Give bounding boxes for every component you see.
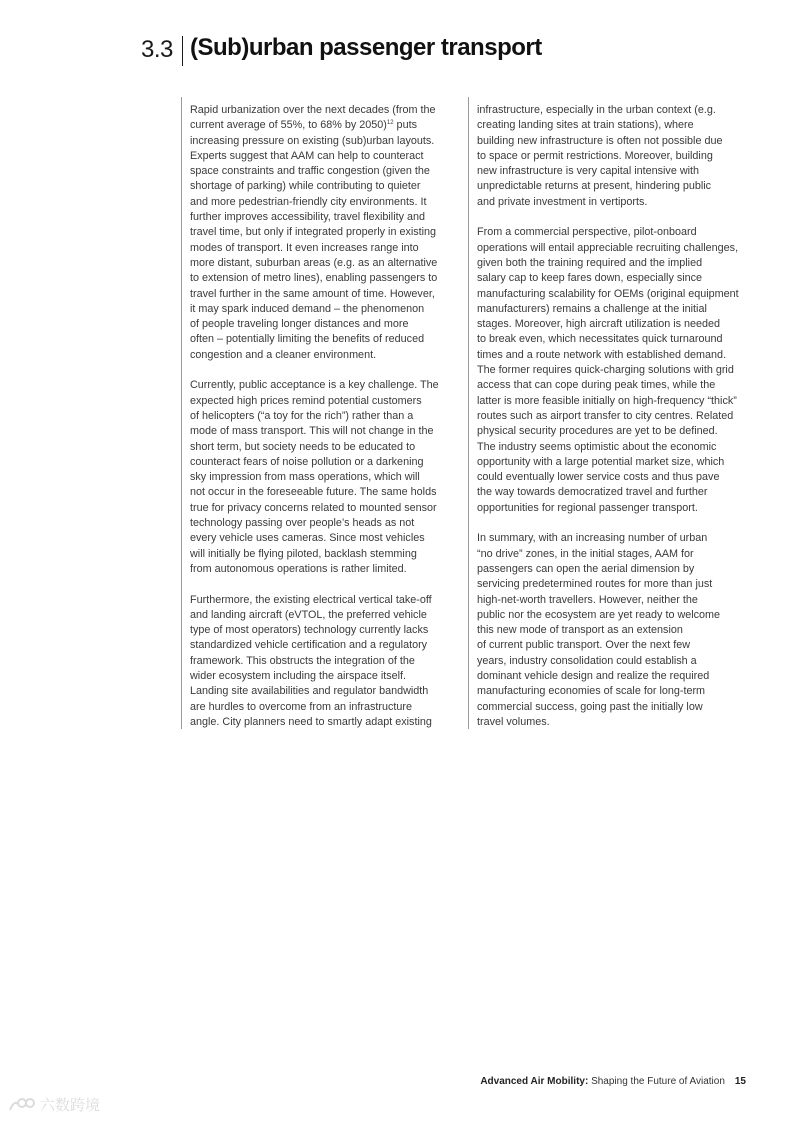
text-line: manufacturing scalability for OEMs (original equipment	[477, 287, 739, 300]
left-column-rule	[181, 97, 182, 729]
page-title: (Sub)urban passenger transport	[190, 34, 542, 61]
text-line: space constraints and traffic congestion (given the	[190, 165, 430, 178]
paragraph-summary	[477, 531, 747, 730]
text-line: further improves accessibility, travel flexibility and	[190, 211, 426, 224]
text-line: of helicopters (“a toy for the rich”) rather than a	[190, 409, 414, 422]
watermark	[8, 1094, 100, 1115]
text-line: sky impression from mass operations, which will	[190, 471, 420, 484]
page-footer	[480, 1076, 746, 1087]
text-line: manufacturers) remains a challenge at the initial	[477, 302, 707, 315]
text-line: Furthermore, the existing electrical vertical take-off	[190, 593, 432, 606]
text-line: times and a route network with established demand.	[477, 348, 727, 361]
text-line: opportunities for regional passenger transport.	[477, 501, 698, 514]
left-column	[190, 103, 462, 745]
text-line: latter is more feasible initially on high-frequency “thick”	[477, 394, 737, 407]
text-line: Landing site availabilities and regulator bandwidth	[190, 685, 429, 698]
text-line: true for privacy concerns related to mounted sensor	[190, 501, 437, 514]
text-line: type of most operators) technology currently lacks	[190, 624, 429, 637]
text-line: operations will entail appreciable recruiting challenges,	[477, 241, 739, 254]
text-line: shortage of parking) while contributing to quieter	[190, 180, 421, 193]
text-line: and private investment in vertiports.	[477, 195, 648, 208]
text-line: short term, but society needs to be educated to	[190, 440, 416, 453]
text-line: to break even, which necessitates quick turnaround	[477, 333, 723, 346]
text-line: building new infrastructure is often not possible due	[477, 134, 723, 147]
page-number: 15	[734, 1076, 746, 1087]
text-line: to space or permit restrictions. Moreover, building	[477, 149, 713, 162]
text-line: high-net-worth travellers. However, neither the	[477, 593, 698, 606]
text-line: not occur in the foreseeable future. The same holds	[190, 486, 437, 499]
text-line: this new mode of transport as an extension	[477, 624, 683, 637]
text-line: public nor the ecosystem are yet ready to welcome	[477, 608, 721, 621]
text-line: modes of transport. It even increases range into	[190, 241, 419, 254]
text-line: routes such as airport transfer to city centres. Related	[477, 409, 734, 422]
text-line: counteract fears of noise pollution or a darkening	[190, 455, 424, 468]
text-line: and more pedestrian-friendly city environments. It	[190, 195, 427, 208]
text-line: The industry seems optimistic about the economic	[477, 440, 717, 453]
text-line: from autonomous operations is rather limited.	[190, 562, 407, 575]
text-line: are hurdles to overcome from an infrastructure	[190, 700, 413, 713]
text-line: expected high prices remind potential customers	[190, 394, 422, 407]
paragraph-urbanization	[190, 103, 462, 363]
text-line: technology passing over people’s heads as not	[190, 517, 415, 530]
text-line: framework. This obstructs the integration of the	[190, 654, 415, 667]
footer-subtitle: Shaping the Future of Aviation	[588, 1076, 725, 1087]
paragraph-infrastructure	[477, 103, 747, 210]
text-line: the way towards democratized travel and further	[477, 486, 708, 499]
text-line: dominant vehicle design and realize the required	[477, 669, 710, 682]
footer-publication: Advanced Air Mobility:	[480, 1076, 589, 1087]
text-line: given both the training required and the implied	[477, 256, 703, 269]
text-line: new infrastructure is very capital intensive with	[477, 165, 700, 178]
text-line: manufacturing economies of scale for long-term	[477, 685, 706, 698]
watermark-text: 六数跨境	[40, 1096, 101, 1114]
text-line: “no drive” zones, in the initial stages, AAM for	[477, 547, 694, 560]
text-line: creating landing sites at train stations), where	[477, 119, 694, 132]
text-line: travel volumes.	[477, 715, 550, 728]
text-line: infrastructure, especially in the urban context (e.g.	[477, 104, 716, 116]
text-fragment: current average of 55%, to 68% by 2050)	[190, 119, 387, 132]
paragraph-evtol-regulation	[190, 593, 462, 731]
right-column-rule	[468, 97, 469, 729]
header-divider	[182, 36, 183, 66]
text-line: increasing pressure on existing (sub)urban layouts.	[190, 134, 435, 147]
text-line: angle. City planners need to smartly adapt existing	[190, 715, 432, 728]
text-line: access that can cope during peak times, while the	[477, 379, 716, 392]
text-line: stages. Moreover, high aircraft utilization is needed	[477, 318, 721, 331]
text-line: will initially be flying piloted, backlash stemming	[190, 547, 417, 560]
text-line: In summary, with an increasing number of urban	[477, 532, 708, 545]
text-line: travel further in the same amount of time. However,	[190, 287, 435, 300]
text-line: physical security procedures are yet to be defined.	[477, 425, 718, 438]
text-line: servicing predetermined routes for more than just	[477, 578, 713, 591]
text-line: opportunity with a large potential market size, which	[477, 455, 725, 468]
text-line: years, industry consolidation could establish a	[477, 654, 697, 667]
section-number: 3.3	[141, 36, 173, 63]
text-line: From a commercial perspective, pilot-onboard	[477, 226, 697, 239]
text-line: unpredictable returns at present, hindering public	[477, 180, 712, 193]
text-line: The former requires quick-charging solutions with grid	[477, 364, 734, 377]
text-line: it may spark induced demand – the phenomenon	[190, 302, 425, 315]
text-line: standardized vehicle certification and a regulatory	[190, 639, 428, 652]
text-line: and landing aircraft (eVTOL, the preferred vehicle	[190, 608, 427, 621]
text-fragment: puts	[393, 119, 417, 132]
right-column	[477, 103, 747, 745]
text-line: Rapid urbanization over the next decades (from the	[190, 104, 436, 116]
text-line: of people traveling longer distances and more	[190, 318, 409, 331]
text-line: travel time, but only if integrated properly in existing	[190, 226, 437, 239]
text-line: every vehicle uses cameras. Since most vehicles	[190, 532, 425, 545]
text-line: Currently, public acceptance is a key challenge. The	[190, 379, 439, 392]
text-line: congestion and a cleaner environment.	[190, 348, 377, 361]
text-line: passengers can open the aerial dimension by	[477, 562, 695, 575]
text-line: more distant, suburban areas (e.g. as an alternative	[190, 256, 438, 269]
text-line: mode of mass transport. This will not change in the	[190, 425, 434, 438]
text-line	[190, 118, 462, 133]
text-line: salary cap to keep fares down, especially since	[477, 272, 703, 285]
text-line: wider ecosystem including the airspace itself.	[190, 669, 407, 682]
watermark-logo-icon	[8, 1096, 36, 1114]
text-line: to extension of metro lines), enabling passengers to	[190, 272, 438, 285]
paragraph-commercial	[477, 225, 747, 516]
footnote-ref: 12	[386, 120, 394, 127]
text-line: often – potentially limiting the benefits of reduced	[190, 333, 425, 346]
text-line: Experts suggest that AAM can help to counteract	[190, 149, 424, 162]
text-line: commercial success, going past the initially low	[477, 700, 703, 713]
paragraph-public-acceptance	[190, 378, 462, 577]
text-line: of current public transport. Over the next few	[477, 639, 691, 652]
text-line: could eventually lower service costs and thus pave	[477, 471, 720, 484]
